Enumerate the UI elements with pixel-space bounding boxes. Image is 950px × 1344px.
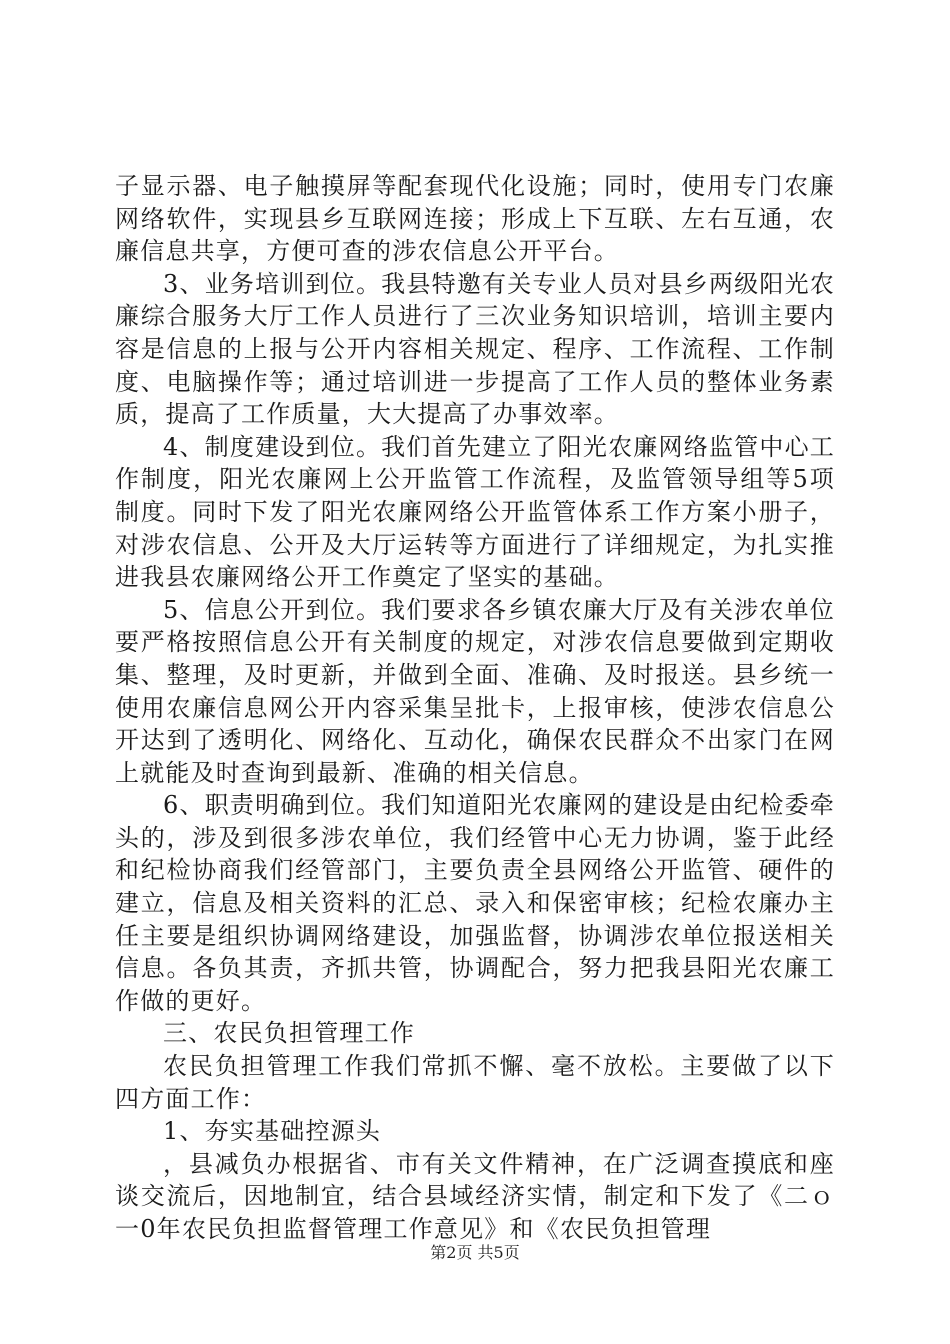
page-number-footer: 第2页 共5页 [430,1243,520,1262]
document-body [115,170,835,1246]
section-heading-farmer-burden: 三、农民负担管理工作 [163,1019,415,1048]
paragraph-farmer-burden-intro: 农民负担管理工作我们常抓不懈、毫不放松。主要做了以下四方面工作： [115,1052,835,1113]
subheading-foundation: 1、夯实基础控源头 [163,1117,382,1146]
paragraph-training: 3、业务培训到位。我县特邀有关专业人员对县乡两级阳光农廉综合服务大厅工作人员进行了三次业务知识培训，培训主要内容是信息的上报与公开内容相关规定、程序、工作流程、工作制度、电脑操作等；通过培训进一步提高了工作人员的整体业务素质，提高了工作质量，大大提高了办事效率。 [115,269,835,429]
paragraph-facilities: 子显示器、电子触摸屏等配套现代化设施；同时，使用专门农廉网络软件，实现县乡互联网连接；形成上下互联、左右互通，农廉信息共享，方便可查的涉农信息公开平台。 [115,172,835,266]
paragraph-info-disclosure: 5、信息公开到位。我们要求各乡镇农廉大厅及有关涉农单位要严格按照信息公开有关制度的规定，对涉农信息要做到定期收集、整理，及时更新，并做到全面、准确、及时报送。县乡统一使用农廉信息网公开内容采集呈批卡，上报审核，使涉农信息公开达到了透明化、网络化、互动化，确保农民群众不出家门在网上就能及时查询到最新、准确的相关信息。 [115,595,835,787]
paragraph-responsibilities: 6、职责明确到位。我们知道阳光农廉网的建设是由纪检委牵头的，涉及到很多涉农单位，我们经管中心无力协调，鉴于此经和纪检协商我们经管部门，主要负责全县网络公开监管、硬件的建立，信息及相关资料的汇总、录入和保密审核；纪检农廉办主任主要是组织协调网络建设，加强监督，协调涉农单位报送相关信息。各负其责，齐抓共管，协调配合，努力把我县阳光农廉工作做的更好。 [115,791,835,1015]
paragraph-system-building: 4、制度建设到位。我们首先建立了阳光农廉网络监管中心工作制度，阳光农廉网上公开监管工作流程，及监管领导组等5项制度。同时下发了阳光农廉网络公开监管体系工作方案小册子，对涉农信息、公开及大厅运转等方面进行了详细规定，为扎实推进我县农廉网络公开工作奠定了坚实的基础。 [115,432,835,592]
paragraph-county-office: ，县减负办根据省、市有关文件精神，在广泛调查摸底和座谈交流后，因地制宜，结合县域经济实情，制定和下发了《二ｏ一0年农民负担监督管理工作意见》和《农民负担管理 [115,1149,835,1243]
